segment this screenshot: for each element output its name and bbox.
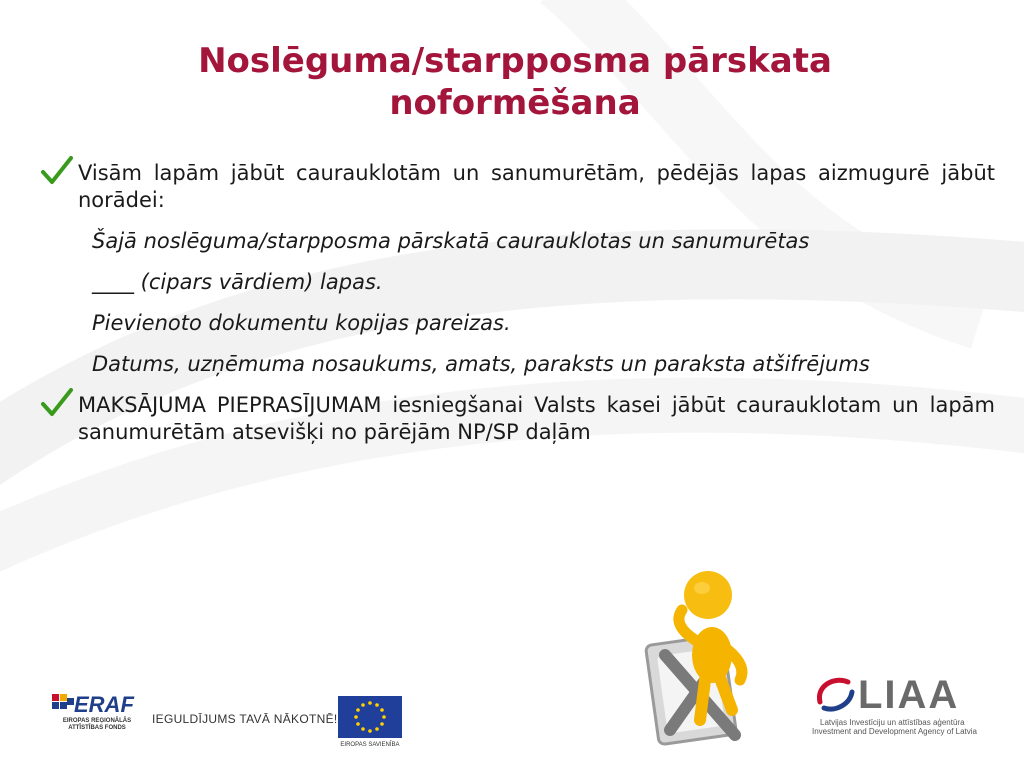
bullet-1 xyxy=(40,160,995,214)
bullet-text: MAKSĀJUMA PIEPRASĪJUMAM iesniegšanai Valsts kasei jābūt caurauklotam un lapām sanumurētām atsevišķi no pārējām NP/SP daļām xyxy=(78,393,995,444)
eraf-logo xyxy=(52,692,142,732)
eraf-wordmark: ERAF xyxy=(74,692,134,717)
sub-item-1: Šajā noslēguma/starpposma pārskatā caurauklotas un sanumurētas xyxy=(92,229,810,253)
liaa-wordmark: LIAA xyxy=(858,672,960,717)
liaa-logo xyxy=(812,672,1012,736)
sub-item-3: Pievienoto dokumentu kopijas pareizas. xyxy=(92,311,511,335)
check-icon xyxy=(40,388,74,418)
liaa-line1: Latvijas Investīciju un attīstības aģentūra xyxy=(820,718,965,727)
liaa-line2: Investment and Development Agency of Latvia xyxy=(812,727,977,736)
sub-item-4: Datums, uzņēmuma nosaukums, amats, paraksts un paraksta atšifrējums xyxy=(92,352,870,376)
eu-label: EIROPAS SAVIENĪBA xyxy=(340,742,400,748)
eraf-icon xyxy=(52,694,74,716)
check-icon xyxy=(40,156,74,186)
eu-flag-icon xyxy=(338,696,402,738)
sub-item-2: ____ (cipars vārdiem) lapas. xyxy=(92,270,383,294)
eraf-line1: EIROPAS REĢIONĀLĀS xyxy=(62,718,132,724)
slide-title: Noslēguma/starpposma pārskata noformēšana xyxy=(198,41,832,123)
eu-logo xyxy=(338,696,402,748)
liaa-swoosh-icon xyxy=(812,672,858,718)
eraf-line2: ATTĪSTĪBAS FONDS xyxy=(68,725,126,731)
bullet-2 xyxy=(40,392,995,446)
slogan: IEGULDĪJUMS TAVĀ NĀKOTNĒ! xyxy=(152,712,338,726)
bullet-text: Visām lapām jābūt caurauklotām un sanumurētām, pēdējās lapas aizmugurē jābūt norādei: xyxy=(78,161,995,212)
slide-content xyxy=(40,160,995,446)
figure-illustration xyxy=(640,560,770,750)
